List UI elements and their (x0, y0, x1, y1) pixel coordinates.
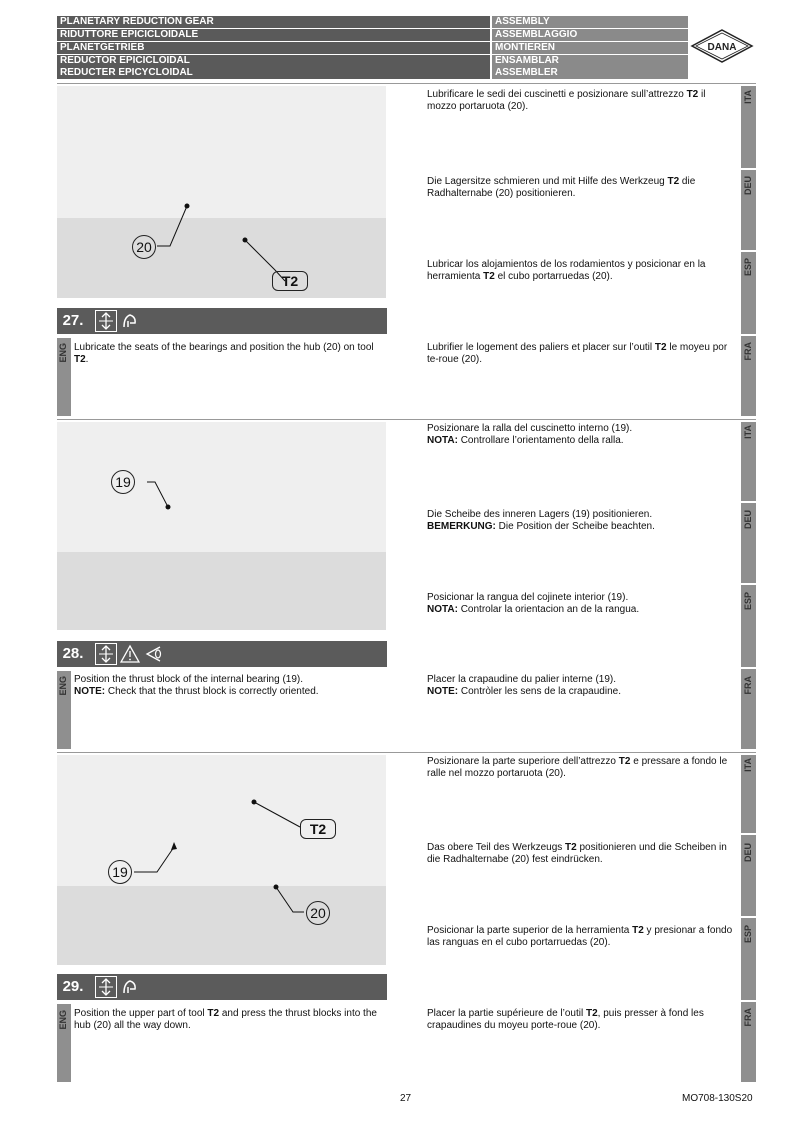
deu-tag: DEU (743, 843, 753, 863)
header-title-en: PLANETARY REDUCTION GEAR (57, 16, 490, 28)
deu-tag: DEU (743, 510, 753, 530)
header-section-de: MONTIEREN (492, 42, 688, 54)
divider (57, 83, 756, 84)
step-29-leader-lines (57, 755, 387, 965)
document-code: MO708-130S20 (682, 1093, 753, 1104)
step-27-deu-text: Die Lagersitze schmieren und mit Hilfe des Werkzeug T2 die Radhalternabe (20) positionieren. (427, 176, 696, 199)
header-section-it: ASSEMBLAGGIO (492, 29, 688, 41)
header-title-fr: REDUCTER EPICYCLOIDAL (57, 67, 490, 79)
step-number: 28. (62, 645, 84, 662)
step-number: 27. (62, 312, 84, 329)
divider (57, 419, 756, 420)
step-28-fra-text: Placer la crapaudine du palier interne (19). NOTE: Contròler les sens de la crapaudine. (427, 674, 621, 697)
step-27-ita-text: Lubrificare le sedi dei cuscinetti e posizionare sull’attrezzo T2 il mozzo portaruota (20). (427, 89, 706, 112)
step-28-deu-text: Die Scheibe des inneren Lagers (19) positionieren. BEMERKUNG: Die Position der Scheibe beachten. (427, 509, 655, 532)
press-fit-icon (95, 643, 117, 665)
ita-tag: ITA (743, 425, 753, 439)
fra-tag: FRA (743, 342, 753, 361)
step-number: 29. (62, 978, 84, 995)
fra-tag: FRA (743, 1008, 753, 1027)
esp-tag: ESP (743, 592, 753, 611)
step-29-eng-text: Position the upper part of tool T2 and press the thrust blocks into the hub (20) all the way down. (74, 1008, 377, 1031)
dana-logo (690, 28, 754, 64)
divider (57, 752, 756, 753)
esp-tag: ESP (743, 258, 753, 277)
header-title-de: PLANETGETRIEB (57, 42, 490, 54)
lubricate-icon (119, 310, 141, 332)
step-27-fra-text: Lubrifier le logement des paliers et placer sur l’outil T2 le moyeu por te-roue (20). (427, 342, 728, 365)
step-29-bar (57, 974, 387, 1000)
callout-19: 19 (111, 470, 135, 494)
esp-tag: ESP (743, 925, 753, 944)
step-28-eng-text: Position the thrust block of the internal bearing (19). NOTE: Check that the thrust block is correctly oriented. (74, 674, 319, 697)
step-28-esp-text: Posicionar la rangua del cojinete interior (19). NOTA: Controlar la orientacion an de la rangua. (427, 592, 640, 615)
step-29-esp-text: Posicionar la parte superior de la herramienta T2 y presionar a fondo las ranguas en el cubo portarruedas (20). (427, 925, 733, 948)
callout-t2: T2 (300, 819, 336, 839)
step-27-esp-text: Lubricar los alojamientos de los rodamientos y posicionar en la herramienta T2 el cubo portarruedas (20). (427, 259, 706, 282)
warning-icon (119, 643, 141, 665)
step-27-eng-text: Lubricate the seats of the bearings and position the hub (20) on tool T2. (74, 342, 374, 365)
step-29-fra-text: Placer la partie supérieure de l’outil T2, puis presser à fond les crapaudines du moyeu porte-roue (20). (427, 1008, 704, 1031)
header-section-es: ENSAMBLAR (492, 55, 688, 67)
eng-tag: ENG (58, 343, 68, 363)
press-fit-icon (95, 310, 117, 332)
header-section-fr: ASSEMBLER (492, 67, 688, 79)
callout-20: 20 (306, 901, 330, 925)
step-28-ita-text: Posizionare la ralla del cuscinetto interno (19). NOTA: Controllare l’orientamento della ralla. (427, 423, 633, 446)
press-fit-icon (95, 976, 117, 998)
deu-tag: DEU (743, 176, 753, 196)
header-title-it: RIDUTTORE EPICICLOIDALE (57, 29, 490, 41)
step-27-bar (57, 308, 387, 334)
step-29-deu-text: Das obere Teil des Werkzeugs T2 positionieren und die Scheiben in die Radhalternabe (20) fest eindrücken. (427, 842, 727, 865)
header-title-es: REDUCTOR EPICICLOIDAL (57, 55, 490, 67)
fra-tag: FRA (743, 676, 753, 695)
page-number: 27 (400, 1093, 412, 1104)
ita-tag: ITA (743, 90, 753, 104)
ita-tag: ITA (743, 758, 753, 772)
step-28-leader-lines (57, 422, 387, 630)
step-27-leader-lines (57, 86, 387, 298)
inspect-icon (143, 643, 165, 665)
step-29-ita-text: Posizionare la parte superiore dell’attrezzo T2 e pressare a fondo le ralle nel mozzo portaruota (20). (427, 756, 728, 779)
header-section-en: ASSEMBLY (492, 16, 688, 28)
step-28-bar (57, 641, 387, 667)
callout-t2: T2 (272, 271, 308, 291)
svg-text:DANA: DANA (707, 42, 737, 53)
lubricate-icon (119, 976, 141, 998)
callout-19: 19 (108, 860, 132, 884)
callout-20: 20 (132, 235, 156, 259)
eng-tag: ENG (58, 1010, 68, 1030)
eng-tag: ENG (58, 676, 68, 696)
